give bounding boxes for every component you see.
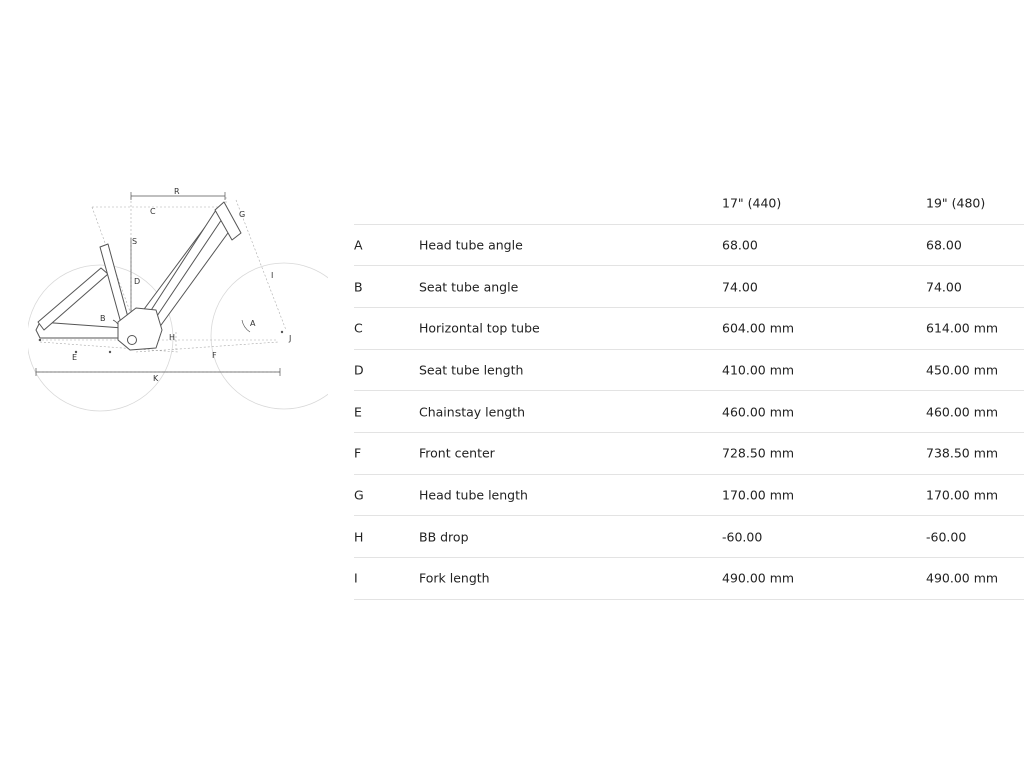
row-value-17: 170.00 mm (722, 487, 795, 503)
row-value-19: 460.00 mm (926, 404, 999, 420)
row-name: Front center (419, 445, 495, 461)
row-value-19: 490.00 mm (926, 570, 999, 586)
label-k: K (153, 374, 159, 383)
row-code: I (354, 570, 358, 586)
table-row (354, 225, 1024, 267)
row-code: F (354, 445, 362, 461)
label-c: C (150, 207, 156, 216)
row-value-19: 450.00 mm (926, 362, 999, 378)
table-row (354, 266, 1024, 308)
row-value-17: 460.00 mm (722, 404, 795, 420)
row-value-17: -60.00 (722, 529, 763, 545)
row-value-17: 728.50 mm (722, 445, 795, 461)
label-a: A (250, 319, 256, 328)
label-h: H (169, 333, 176, 342)
row-name: Head tube angle (419, 237, 523, 253)
row-code: D (354, 362, 364, 378)
row-code: C (354, 320, 363, 336)
row-name: Chainstay length (419, 404, 525, 420)
row-name: Head tube length (419, 487, 528, 503)
table-body (354, 225, 1024, 600)
row-name: Fork length (419, 570, 490, 586)
table-row (354, 475, 1024, 517)
row-value-19: 738.50 mm (926, 445, 999, 461)
row-name: BB drop (419, 529, 469, 545)
table-row (354, 433, 1024, 475)
table-row (354, 350, 1024, 392)
column-header-17: 17" (440) (722, 195, 782, 211)
table-row (354, 558, 1024, 600)
label-i: I (271, 271, 274, 280)
label-d: D (134, 277, 141, 286)
row-value-19: 170.00 mm (926, 487, 999, 503)
bike-geometry-diagram (28, 180, 328, 420)
row-name: Horizontal top tube (419, 320, 540, 336)
label-b: B (100, 314, 106, 323)
row-code: B (354, 279, 363, 295)
table-row (354, 308, 1024, 350)
label-f: F (212, 351, 217, 360)
label-e: E (72, 353, 78, 362)
table-row (354, 391, 1024, 433)
row-code: E (354, 404, 362, 420)
row-value-19: 74.00 (926, 279, 962, 295)
table-header-row (354, 182, 1024, 225)
label-s: S (132, 237, 138, 246)
label-j: J (289, 334, 292, 343)
label-r: R (174, 187, 180, 196)
row-value-17: 410.00 mm (722, 362, 795, 378)
row-value-17: 490.00 mm (722, 570, 795, 586)
table-row (354, 516, 1024, 558)
row-code: A (354, 237, 363, 253)
row-code: G (354, 487, 364, 503)
row-value-19: 68.00 (926, 237, 962, 253)
label-g: G (239, 210, 246, 219)
row-value-19: -60.00 (926, 529, 967, 545)
front-wheel (211, 263, 328, 409)
column-header-19: 19" (480) (926, 195, 986, 211)
row-value-17: 74.00 (722, 279, 758, 295)
row-name: Seat tube angle (419, 279, 519, 295)
row-name: Seat tube length (419, 362, 524, 378)
row-code: H (354, 529, 364, 545)
row-value-19: 614.00 mm (926, 320, 999, 336)
geometry-table (354, 182, 1024, 600)
row-value-17: 604.00 mm (722, 320, 795, 336)
row-value-17: 68.00 (722, 237, 758, 253)
